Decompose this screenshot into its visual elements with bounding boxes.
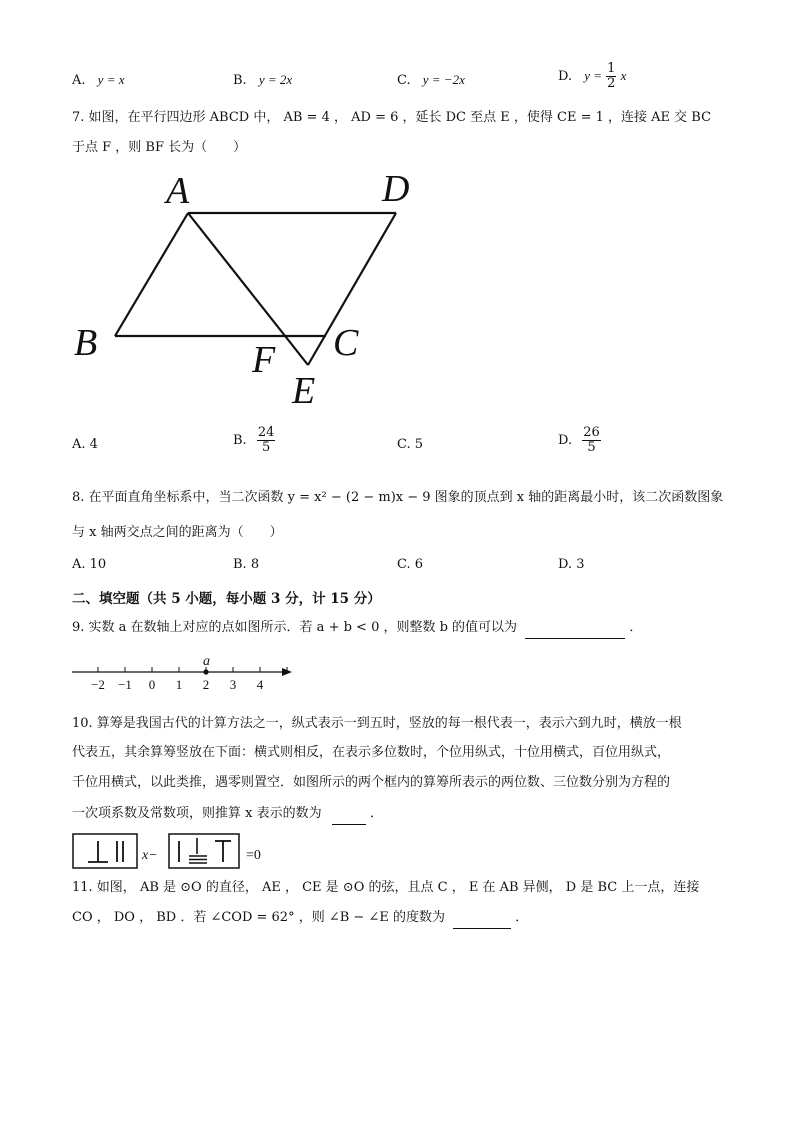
option-label: B.	[233, 73, 247, 88]
q11-text-line2	[72, 908, 528, 929]
option-expr: y = −2x	[422, 72, 465, 87]
q10-text-line2: 代表五，其余算筹竖放在下面：横式则相反，在表示多位数时，个位用纵式，十位用横式，百位用纵式，	[72, 745, 671, 760]
tick-label: 4	[256, 677, 264, 692]
label-B: B	[74, 322, 98, 364]
q7-option-b[interactable]	[233, 426, 275, 455]
q10-text-line4	[72, 804, 383, 825]
q7-option-d[interactable]	[558, 426, 601, 455]
q6-option-a[interactable]	[72, 72, 124, 88]
q6-option-c[interactable]	[397, 72, 465, 88]
q8-text-line2: 与 x 轴两交点之间的距离为（ ）	[72, 525, 283, 540]
fraction-denominator: 5	[261, 440, 271, 455]
tick-marks	[91, 667, 287, 692]
point-a-label: a	[203, 654, 210, 669]
counting-rods-equation	[72, 832, 272, 872]
label-D: D	[382, 168, 410, 210]
q10-end: ．	[369, 806, 383, 821]
label-F: F	[252, 339, 276, 381]
q9-question: 9. 实数 a 在数轴上对应的点如图所示．若 a + b < 0 ，则整数 b 的值可以为	[72, 620, 518, 635]
q10-text-line3: 千位用横式，以此类推，遇零则置空．如图所示的两个框内的算筹所表示的两位数、三位数分别为方程的	[72, 775, 671, 790]
option-fraction	[606, 62, 616, 91]
equation-end: =0	[246, 848, 261, 863]
q10-question: 一次项系数及常数项，则推算 x 表示的数为	[72, 806, 322, 821]
fraction-numerator: 24	[257, 425, 275, 440]
q11-text-line1: 11. 如图， AB 是 ⊙O 的直径， AE ， CE 是 ⊙O 的弦，且点 C ， E 在 AB 异侧， D 是 BC 上一点，连接	[72, 880, 700, 895]
option-fraction	[582, 426, 601, 455]
tick-label: 1	[175, 677, 183, 692]
q8-text-line1: 8. 在平面直角坐标系中，当二次函数 y = x² − (2 − m)x − 9 图象的顶点到 x 轴的距离最小时，该二次函数图象	[72, 490, 724, 505]
q7-text-line1: 7. 如图，在平行四边形 ABCD 中， AB = 4 ， AD = 6 ，延长 DC 至点 E ，使得 CE = 1 ，连接 AE 交 BC	[72, 110, 712, 125]
equation-x-term: x−	[142, 848, 158, 863]
rod-glyph-units-2	[215, 841, 231, 862]
label-C: C	[333, 322, 359, 364]
option-expr: y = 2x	[258, 72, 293, 87]
q7-option-c[interactable]: C. 5	[397, 437, 424, 452]
segment-AB	[115, 213, 188, 336]
segment-AE	[188, 213, 308, 365]
tick-label: 2	[202, 677, 210, 692]
q6-option-b[interactable]	[233, 72, 292, 88]
option-expr-pre: y =	[584, 68, 603, 83]
option-label: D.	[558, 433, 573, 448]
fraction-denominator: 5	[587, 440, 596, 455]
label-A: A	[166, 170, 190, 212]
option-label: C.	[397, 73, 411, 88]
parallelogram-figure	[70, 165, 420, 410]
option-label: D.	[558, 69, 573, 84]
number-line	[70, 652, 300, 694]
q8-option-c[interactable]: C. 6	[397, 557, 424, 572]
q8-option-a[interactable]: A. 10	[72, 557, 107, 572]
fraction-denominator: 2	[607, 76, 616, 91]
q7-text-line2: 于点 F ，则 BF 长为（ ）	[72, 140, 247, 155]
option-expr: y = x	[97, 72, 125, 87]
q11-end: ．	[515, 910, 529, 925]
fraction-numerator: 26	[583, 425, 600, 440]
section-heading: 二、填空题（共 5 小题，每小题 3 分，计 15 分）	[72, 591, 381, 607]
answer-blank[interactable]	[453, 908, 511, 929]
option-label: B.	[233, 433, 247, 448]
rod-glyph-units	[117, 841, 123, 862]
point-a	[203, 669, 208, 674]
option-fraction	[257, 426, 276, 455]
rod-glyph-tens	[88, 841, 108, 862]
q9-text	[72, 618, 642, 639]
q11-question: CO ， DO ， BD ．若 ∠COD = 62° ，则 ∠B − ∠E 的度数为	[72, 910, 445, 925]
tick-label: 0	[148, 677, 156, 692]
q6-option-d[interactable]	[558, 62, 626, 91]
q7-option-a[interactable]: A. 4	[72, 437, 98, 452]
q8-option-d[interactable]: D. 3	[558, 557, 585, 572]
q10-text-line1: 10. 算筹是我国古代的计算方法之一，纵式表示一到五时，竖放的每一根代表一，表示六到九时，横放一根	[72, 716, 682, 731]
answer-blank[interactable]	[332, 804, 366, 825]
fraction-numerator: 1	[607, 61, 616, 76]
tick-label: 3	[229, 677, 237, 692]
tick-label: −2	[91, 677, 105, 692]
q9-end: ．	[629, 620, 643, 635]
tick-label: −1	[118, 677, 132, 692]
answer-blank[interactable]	[525, 618, 625, 639]
rod-glyph-tens-2	[189, 838, 207, 863]
q8-option-b[interactable]: B. 8	[233, 557, 260, 572]
rod-box-1	[73, 834, 137, 868]
option-expr-post: x	[620, 68, 627, 83]
option-label: A.	[72, 73, 86, 88]
label-E: E	[292, 370, 316, 410]
